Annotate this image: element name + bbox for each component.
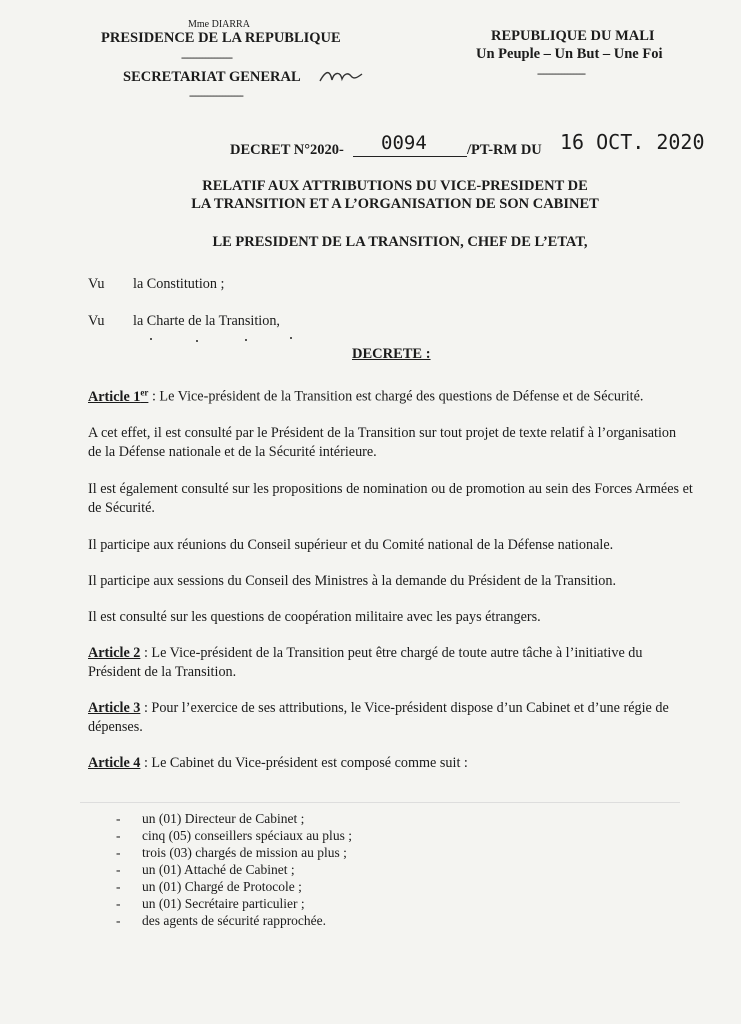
decree-body [88, 383, 693, 773]
national-motto: Un Peuple – Un But – Une Foi [476, 46, 663, 62]
paragraph: Il participe aux sessions du Conseil des Ministres à la demande du Président de la Transition. [88, 572, 617, 589]
list-item: - un (01) Secrétaire particulier ; [116, 895, 352, 912]
article-1-text: : Le Vice-président de la Transition est chargé des questions de Défense et de Sécurité. [148, 388, 644, 405]
initials-scribble [318, 66, 364, 88]
republic-title: REPUBLIQUE DU MALI [491, 28, 655, 44]
scan-fold-line [80, 802, 680, 803]
article-1 [88, 383, 693, 407]
article-4-label: Article 4 [88, 754, 141, 771]
author-name: Mme DIARRA [188, 19, 250, 30]
article-3-text: : Pour l’exercice de ses attributions, le Vice-président dispose d’un Cabinet et d’une régie de dépenses. [88, 699, 669, 735]
article-4-text: : Le Cabinet du Vice-président est composé comme suit : [140, 754, 468, 771]
list-item: - cinq (05) conseillers spéciaux au plus ; [116, 827, 352, 844]
paragraph: A cet effet, il est consulté par le Président de la Transition sur tout projet de texte relatif à l’organisation de la Défense nationale et de la Sécurité intérieure. [88, 424, 677, 460]
list-item: - un (01) Attaché de Cabinet ; [116, 861, 352, 878]
list-item: - un (01) Directeur de Cabinet ; [116, 810, 352, 827]
subject-line-2: LA TRANSITION ET A L’ORGANISATION DE SON CABINET [191, 196, 599, 212]
list-item: - un (01) Chargé de Protocole ; [116, 878, 352, 895]
visa-text: la Charte de la Transition, [133, 313, 280, 329]
paragraph: Il est également consulté sur les propositions de nomination ou de promotion au sein des Forces Armées et de Sécurité. [88, 480, 693, 516]
article-4 [88, 754, 693, 773]
decree-prefix: DECRET N°2020- [230, 142, 344, 158]
decree-middle: /PT-RM DU [467, 142, 542, 158]
article-2-label: Article 2 [88, 644, 141, 661]
decree-number: 0094 [381, 132, 427, 154]
list-item: - trois (03) chargés de mission au plus ; [116, 844, 352, 861]
header-divider-2: ------------------ [189, 88, 243, 102]
subject-line-1: RELATIF AUX ATTRIBUTIONS DU VICE-PRESIDENT DE [202, 178, 588, 194]
decrete-heading: DECRETE : [352, 346, 431, 362]
list-item: - des agents de sécurité rapprochée. [116, 912, 352, 929]
visa-vu: Vu [88, 276, 105, 292]
article-1-label: Article 1er [88, 387, 149, 405]
visa-vu: Vu [88, 313, 105, 329]
motto-divider: ---------------- [537, 66, 585, 80]
article-2 [88, 644, 693, 682]
header-divider: ----------------- [181, 50, 232, 64]
article-3-label: Article 3 [88, 699, 141, 716]
secretariat-title: SECRETARIAT GENERAL [123, 69, 301, 85]
presidency-title: PRESIDENCE DE LA REPUBLIQUE [101, 30, 341, 46]
decree-date: 16 OCT. 2020 [560, 130, 705, 154]
article-3 [88, 699, 693, 737]
paragraph: Il est consulté sur les questions de coopération militaire avec les pays étrangers. [88, 608, 541, 625]
visa-text: la Constitution ; [133, 276, 225, 292]
authority-line: LE PRESIDENT DE LA TRANSITION, CHEF DE L’ETAT, [212, 234, 588, 250]
number-underline [353, 156, 467, 157]
paragraph: Il participe aux réunions du Conseil supérieur et du Comité national de la Défense nationale. [88, 536, 614, 553]
cabinet-list [116, 810, 352, 929]
article-2-text: : Le Vice-président de la Transition peut être chargé de toute autre tâche à l’initiative du Président de la Transition. [88, 644, 643, 680]
